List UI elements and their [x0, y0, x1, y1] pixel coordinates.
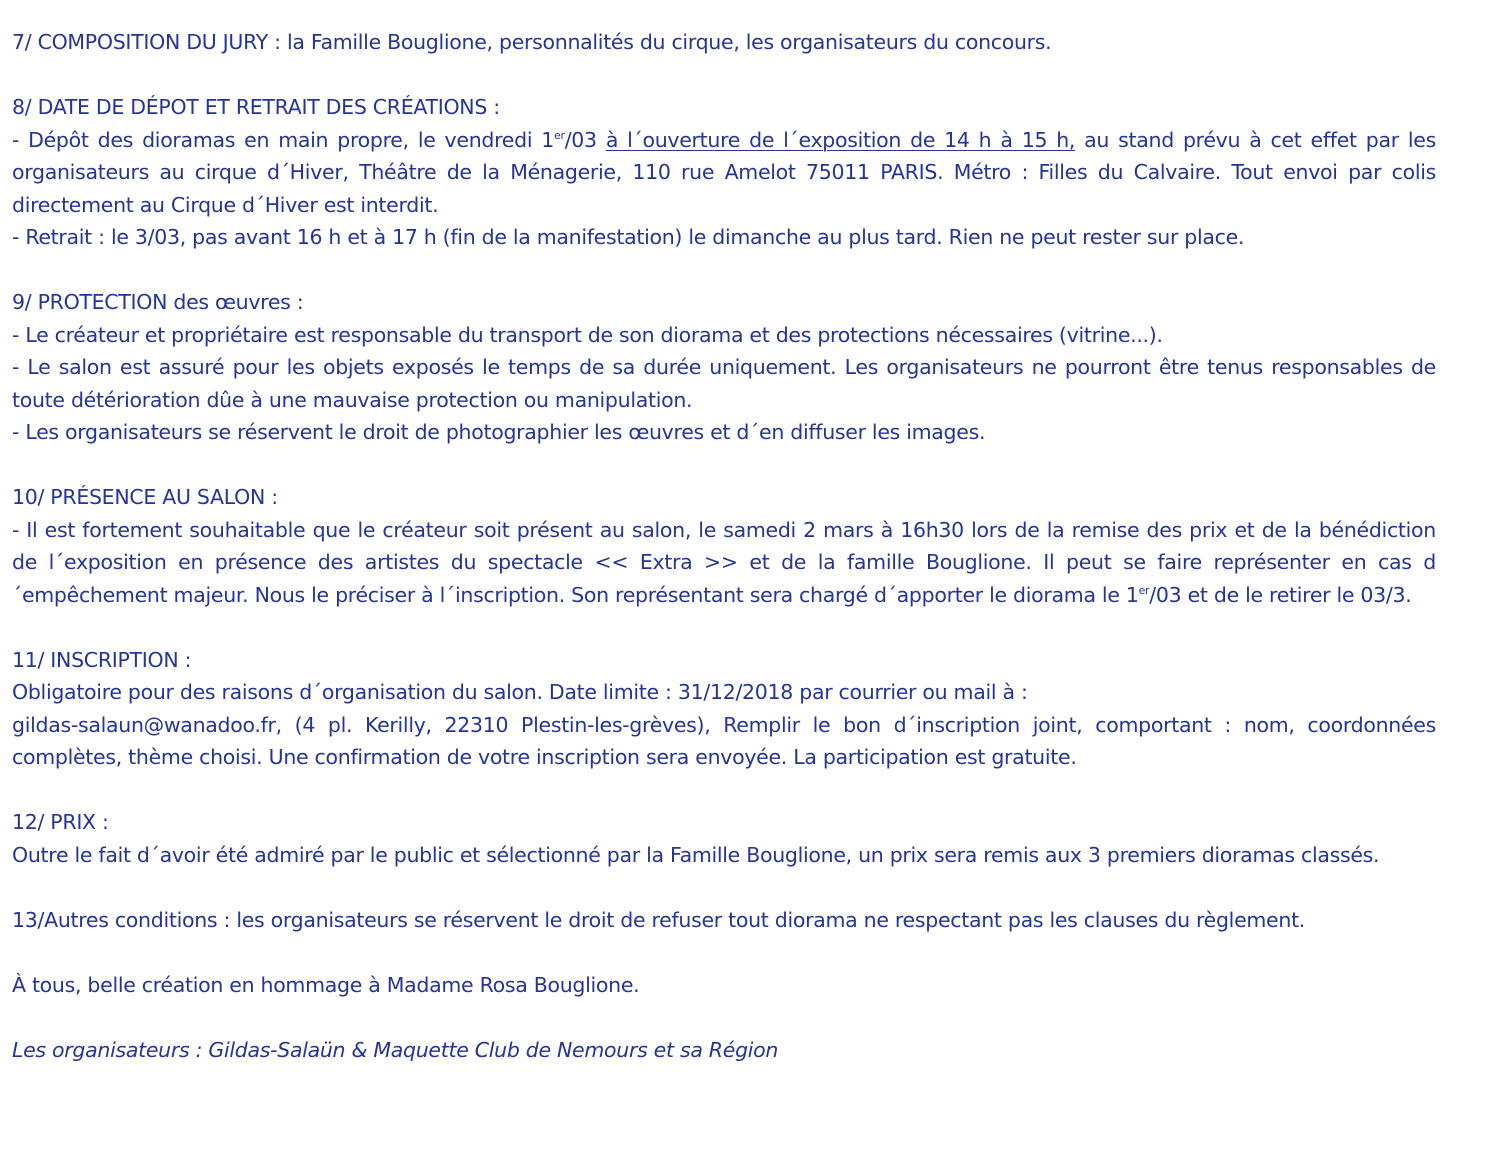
- section-11-heading: 11/ INSCRIPTION :: [12, 647, 192, 672]
- deposit-text-a: - Dépôt des dioramas en main propre, le vendredi 1: [12, 127, 554, 152]
- section-9-item-2: - Le salon est assuré pour les objets exposés le temps de sa durée uniquement. Les organisateurs ne pourront être tenus responsables de toute détérioration dûe à une mauvaise protection ou manipulation.: [12, 355, 1436, 412]
- closing-line: À tous, belle création en hommage à Madame Rosa Bouglione.: [12, 972, 640, 997]
- deposit-hours-underlined: à l´ouverture de l´exposition de 14 h à 15 h,: [605, 127, 1076, 152]
- spacer: [12, 59, 1436, 92]
- spacer: [12, 254, 1436, 287]
- section-8-deposit: [12, 124, 1436, 222]
- section-9-heading: 9/ PROTECTION des œuvres :: [12, 290, 304, 314]
- spacer: [12, 611, 1436, 644]
- section-13-body: 13/Autres conditions : les organisateurs se réservent le droit de refuser tout diorama ne respectant pas les clauses du règlement.: [12, 907, 1306, 932]
- deposit-text-b: /03: [564, 127, 606, 152]
- spacer: [12, 774, 1436, 807]
- presence-superscript: er: [1138, 583, 1150, 597]
- section-10-body: [12, 514, 1436, 612]
- section-11-body: gildas-salaun@wanadoo.fr, (4 pl. Kerilly, 22310 Plestin-les-grèves), Remplir le bon d´inscription joint, comportant : nom, coordonnées complètes, thème choisi. Une confirmation de votre inscription sera envoyée. La participation est gratuite.: [12, 712, 1436, 769]
- section-9-item-1: - Le créateur et propriétaire est responsable du transport de son diorama et des protections nécessaires (vitrine...).: [12, 322, 1163, 347]
- section-9-item-3: - Les organisateurs se réservent le droit de photographier les œuvres et d´en diffuser les images.: [12, 420, 986, 444]
- presence-text-b: /03 et de le retirer le 03/3.: [1149, 582, 1412, 607]
- rules-document: [12, 26, 1436, 1066]
- section-12-heading: 12/ PRIX :: [12, 810, 109, 834]
- section-7-jury: 7/ COMPOSITION DU JURY : la Famille Bouglione, personnalités du cirque, les organisateurs du concours.: [12, 30, 1052, 54]
- organizers-signature: Les organisateurs : Gildas-Salaün & Maquette Club de Nemours et sa Région: [12, 1037, 779, 1062]
- section-8-heading: 8/ DATE DE DÉPOT ET RETRAIT DES CRÉATIONS :: [12, 95, 500, 119]
- spacer: [12, 871, 1436, 904]
- spacer: [12, 936, 1436, 969]
- deposit-superscript: er: [553, 128, 565, 142]
- deposit-text-c: au stand prévu à cet effet par les organisateurs au cirque d´Hiver, Théâtre de la Ménagerie, 110 rue Amelot 75011 PARIS. Métro : Filles du Calvaire. Tout envoi par colis directement au Cirque d´Hiver est interdit.: [12, 127, 1436, 217]
- section-8-withdrawal: - Retrait : le 3/03, pas avant 16 h et à 17 h (fin de la manifestation) le dimanche au plus tard. Rien ne peut rester sur place.: [12, 225, 1245, 249]
- section-11-line-1: Obligatoire pour des raisons d´organisation du salon. Date limite : 31/12/2018 par courrier ou mail à :: [12, 680, 1028, 704]
- section-10-heading: 10/ PRÉSENCE AU SALON :: [12, 485, 278, 509]
- section-12-body: Outre le fait d´avoir été admiré par le public et sélectionné par la Famille Bouglione, un prix sera remis aux 3 premiers dioramas classés.: [12, 842, 1380, 867]
- presence-text-a: - Il est fortement souhaitable que le créateur soit présent au salon, le samedi 2 mars à 16h30 lors de la remise des prix et de la bénédiction de l´exposition en présence des artistes du spectacle << Extra >> et de la famille Bouglione. Il peut se faire représenter en cas d´empêchement majeur. Nous le préciser à l´inscription. Son représentant sera chargé d´apporter le diorama le 1: [12, 517, 1436, 607]
- spacer: [12, 1001, 1436, 1034]
- spacer: [12, 449, 1436, 482]
